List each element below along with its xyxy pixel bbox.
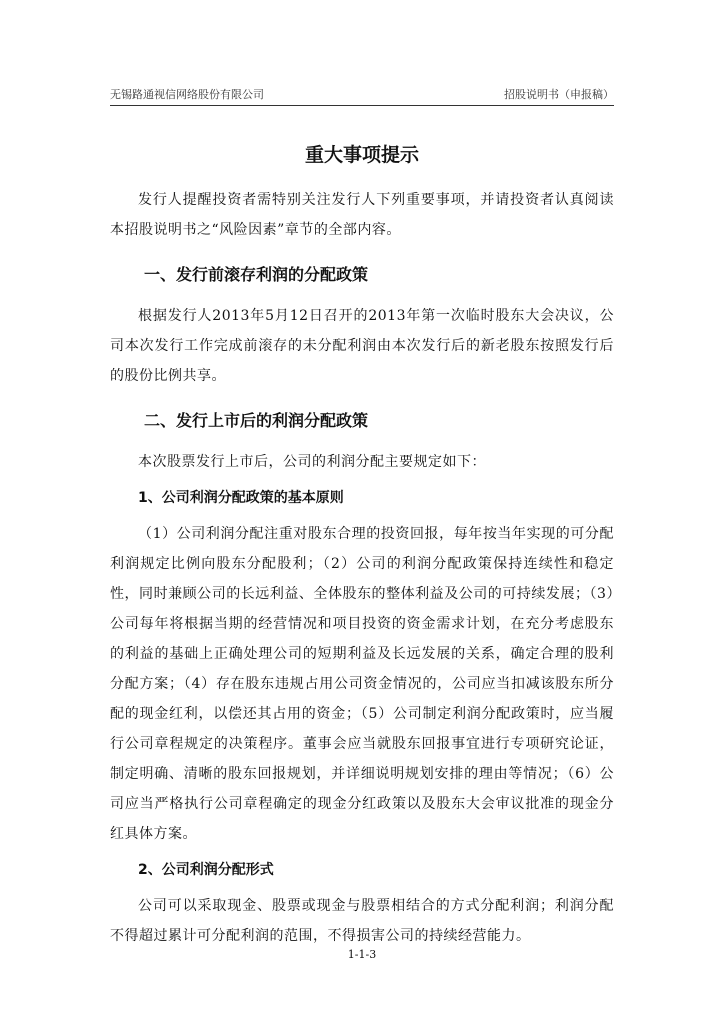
page-number: 1-1-3	[347, 948, 377, 961]
page-title: 重大事项提示	[304, 144, 419, 166]
section2-heading: 二、发行上市后的利润分配政策	[144, 411, 369, 430]
document-body	[110, 140, 614, 951]
header-doc-type: 招股说明书（申报稿）	[504, 88, 614, 101]
page-header	[110, 86, 614, 102]
header-rule	[110, 105, 614, 106]
intro-paragraph: 发行人提醒投资者需特别关注发行人下列重要事项，并请投资者认真阅读本招股说明书之“风险因素”章节的全部内容。	[110, 192, 614, 238]
header-company: 无锡路通视信网络股份有限公司	[110, 88, 264, 101]
subsection2-heading: 2、公司利润分配形式	[138, 862, 274, 878]
subsection1-heading: 1、公司利润分配政策的基本原则	[138, 490, 344, 506]
subsection1-paragraph: （1）公司利润分配注重对股东合理的投资回报，每年按当年实现的可分配利润规定比例向股东分配股利；（2）公司的利润分配政策保持连续性和稳定性，同时兼顾公司的长远利益、全体股东的整体利益及公司的可持续发展；（3）公司每年将根据当期的经营情况和项目投资的资金需求计划，在充分考虑股东的利益的基础上正确处理公司的短期利益及长远发展的关系，确定合理的股利分配方案；（4）存在股东违规占用公司资金情况的，公司应当扣减该股东所分配的现金红利，以偿还其占用的资金；（5）公司制定利润分配政策时，应当履行公司章程规定的决策程序。董事会应当就股东回报事宜进行专项研究论证，制定明确、清晰的股东回报规划，并详细说明规划安排的理由等情况；（6）公司应当严格执行公司章程确定的现金分红政策以及股东大会审议批准的现金分红具体方案。	[110, 526, 614, 842]
section1-paragraph: 根据发行人2013年5月12日召开的2013年第一次临时股东大会决议，公司本次发行工作完成前滚存的未分配利润由本次发行后的新老股东按照发行后的股份比例共享。	[110, 308, 614, 384]
subsection2-paragraph: 公司可以采取现金、股票或现金与股票相结合的方式分配利润；利润分配不得超过累计可分配利润的范围，不得损害公司的持续经营能力。	[110, 898, 614, 944]
section1-heading: 一、发行前滚存利润的分配政策	[144, 265, 369, 284]
section2-intro: 本次股票发行上市后，公司的利润分配主要规定如下：	[138, 454, 486, 470]
